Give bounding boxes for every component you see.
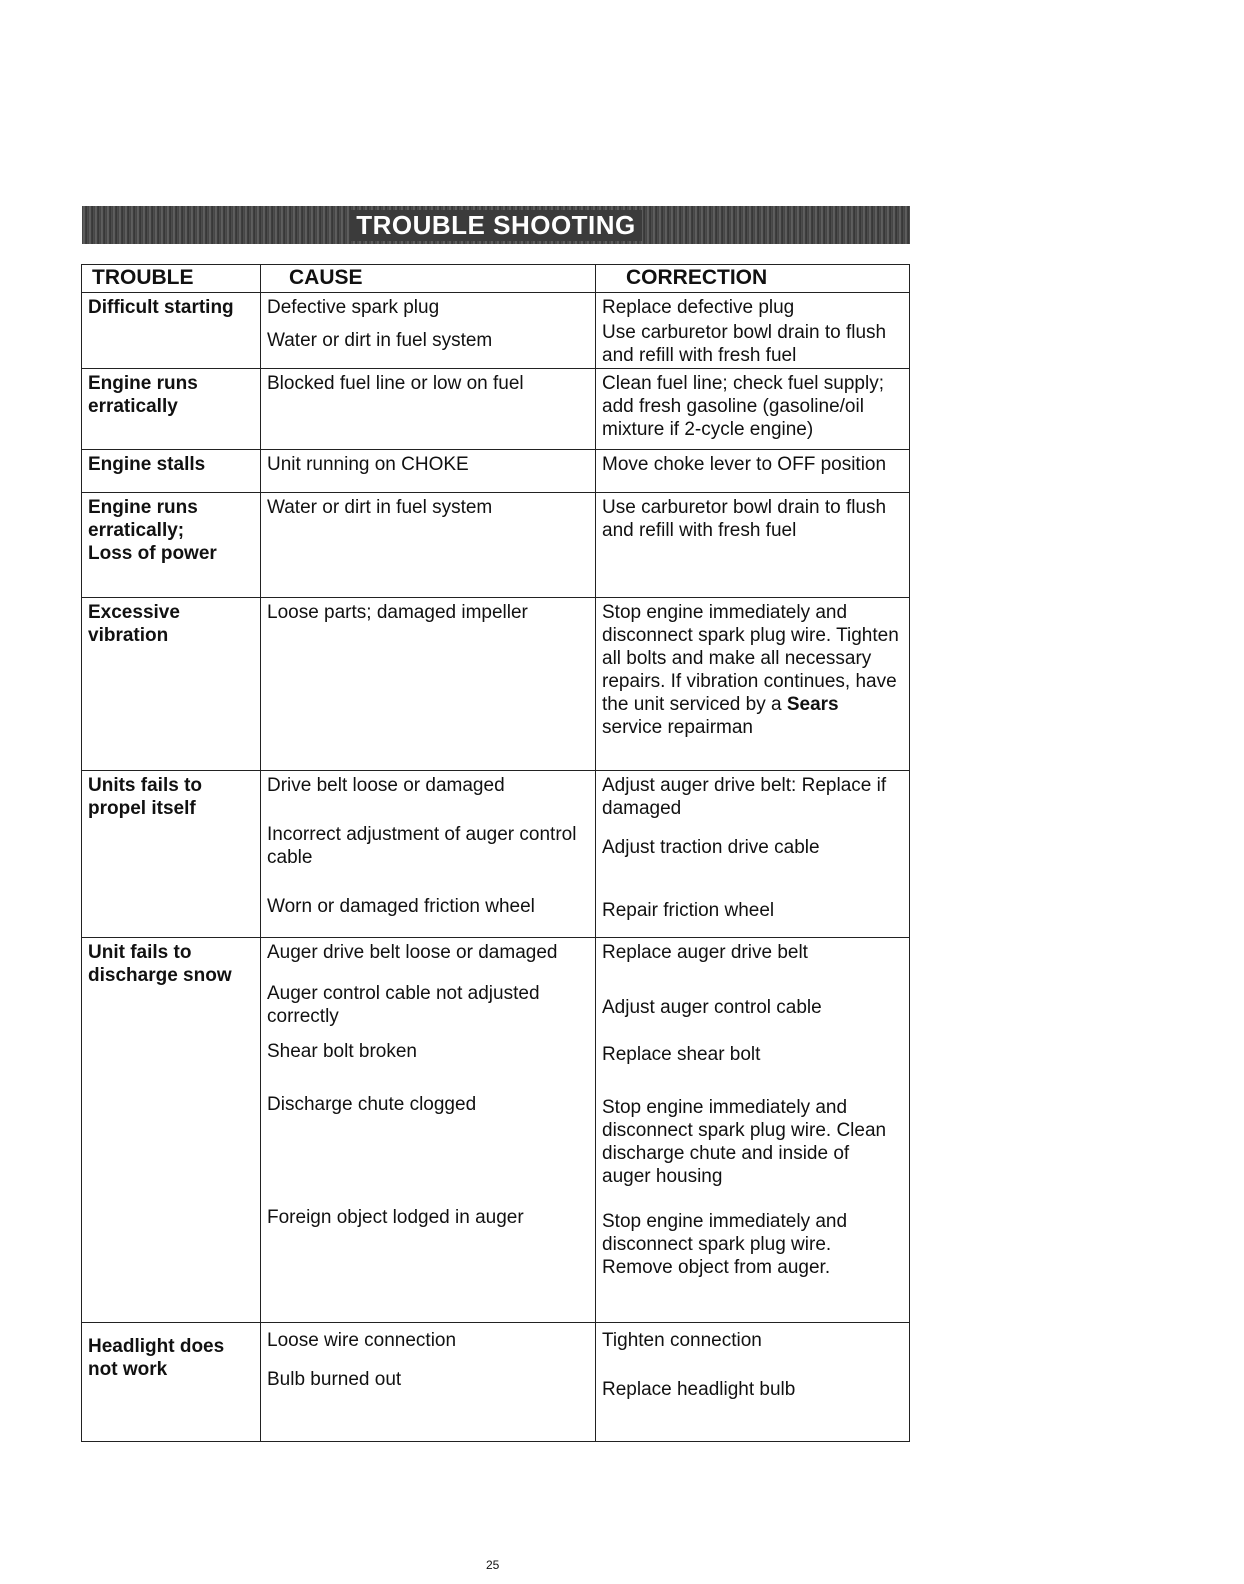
header-trouble: TROUBLE — [92, 266, 194, 289]
cause-text: Shear bolt broken — [267, 1041, 417, 1062]
trouble-text: Units fails to propel itself — [88, 775, 203, 819]
trouble-cell — [82, 771, 260, 937]
correction-cell — [595, 1323, 909, 1441]
correction-text: Replace auger drive belt — [602, 942, 808, 963]
correction-cell — [595, 938, 909, 1322]
cause-text: Auger control cable not adjusted correctly — [267, 983, 540, 1027]
cause-text: Bulb burned out — [267, 1369, 402, 1390]
table-row — [82, 369, 909, 450]
correction-text: Stop engine immediately and disconnect spark plug wire. Remove object from auger. — [602, 1211, 848, 1278]
correction-text: Clean fuel line; check fuel supply; add fresh gasoline (gasoline/oil mixture if 2-cycle engine) — [602, 373, 884, 440]
correction-cell — [595, 450, 909, 492]
cause-text: Blocked fuel line or low on fuel — [267, 373, 524, 394]
correction-cell — [595, 369, 909, 449]
cause-text: Discharge chute clogged — [267, 1094, 477, 1115]
trouble-text: Unit fails to discharge snow — [88, 942, 232, 986]
trouble-text: Engine runs erratically — [88, 373, 198, 417]
correction-text: Repair friction wheel — [602, 900, 775, 921]
table-row — [82, 938, 909, 1323]
trouble-text: Loss of power — [88, 543, 217, 564]
trouble-cell — [82, 1323, 260, 1441]
trouble-cell — [82, 293, 260, 371]
trouble-text: Excessive vibration — [88, 602, 180, 646]
correction-text-suffix: service repairman — [602, 717, 753, 738]
cause-cell — [260, 293, 595, 371]
table-header-row — [82, 265, 909, 293]
cause-text: Loose parts; damaged impeller — [267, 602, 528, 623]
trouble-cell — [82, 369, 260, 449]
title-banner — [82, 206, 910, 244]
trouble-text: Headlight does not work — [88, 1336, 225, 1380]
cause-text: Unit running on CHOKE — [267, 454, 469, 475]
cause-text: Loose wire connection — [267, 1330, 457, 1351]
cause-cell — [260, 450, 595, 492]
page-number: 25 — [486, 1558, 500, 1572]
correction-text: Replace defective plug — [602, 297, 795, 318]
correction-text: Replace shear bolt — [602, 1044, 761, 1065]
correction-text: Move choke lever to OFF position — [602, 454, 887, 475]
trouble-text: Engine stalls — [88, 454, 206, 475]
cause-cell — [260, 938, 595, 1322]
cause-cell — [260, 598, 595, 770]
cause-cell — [260, 493, 595, 597]
troubleshooting-table — [81, 264, 910, 1442]
correction-text: Adjust auger drive belt: Replace if damaged — [602, 775, 887, 819]
correction-text: Use carburetor bowl drain to flush and refill with fresh fuel — [602, 497, 887, 541]
correction-text — [602, 601, 903, 739]
cause-text: Worn or damaged friction wheel — [267, 896, 535, 917]
correction-text: Tighten connection — [602, 1330, 762, 1351]
trouble-cell — [82, 450, 260, 492]
trouble-cell — [82, 598, 260, 770]
cause-cell — [260, 369, 595, 449]
cause-text: Incorrect adjustment of auger control cable — [267, 824, 577, 868]
table-row — [82, 1323, 909, 1441]
correction-text: Adjust traction drive cable — [602, 837, 820, 858]
cause-text: Water or dirt in fuel system — [267, 497, 493, 518]
table-row — [82, 598, 909, 771]
cause-text: Defective spark plug — [267, 297, 440, 318]
cause-text: Drive belt loose or damaged — [267, 775, 505, 796]
correction-cell — [595, 493, 909, 597]
cause-text: Foreign object lodged in auger — [267, 1207, 524, 1228]
trouble-cell — [82, 938, 260, 1322]
cause-text: Auger drive belt loose or damaged — [267, 942, 558, 963]
page-title: TROUBLE SHOOTING — [350, 210, 642, 241]
trouble-text: Engine runs erratically; — [88, 497, 198, 541]
correction-text: Replace headlight bulb — [602, 1379, 796, 1400]
correction-cell — [595, 598, 909, 770]
correction-text: Use carburetor bowl drain to flush and refill with fresh fuel — [602, 322, 887, 366]
correction-cell — [595, 293, 909, 371]
cause-cell — [260, 1323, 595, 1441]
table-row — [82, 450, 909, 493]
correction-cell — [595, 771, 909, 937]
correction-text: Adjust auger control cable — [602, 997, 822, 1018]
header-cause: CAUSE — [260, 265, 595, 292]
table-row — [82, 771, 909, 938]
header-correction: CORRECTION — [595, 265, 909, 292]
trouble-text: Difficult starting — [88, 297, 234, 318]
correction-text: Stop engine immediately and disconnect spark plug wire. Clean discharge chute and inside of auger housing — [602, 1097, 887, 1187]
trouble-cell — [82, 493, 260, 597]
table-row — [82, 293, 909, 369]
table-row — [82, 493, 909, 598]
cause-cell — [260, 771, 595, 937]
correction-text-main: Stop engine immediately and disconnect spark plug wire. Tighten all bolts and make all necessary repairs. If vibration continues, have the unit serviced by a — [602, 602, 899, 715]
cause-text: Water or dirt in fuel system — [267, 330, 493, 351]
brand-name: Sears — [786, 694, 839, 715]
